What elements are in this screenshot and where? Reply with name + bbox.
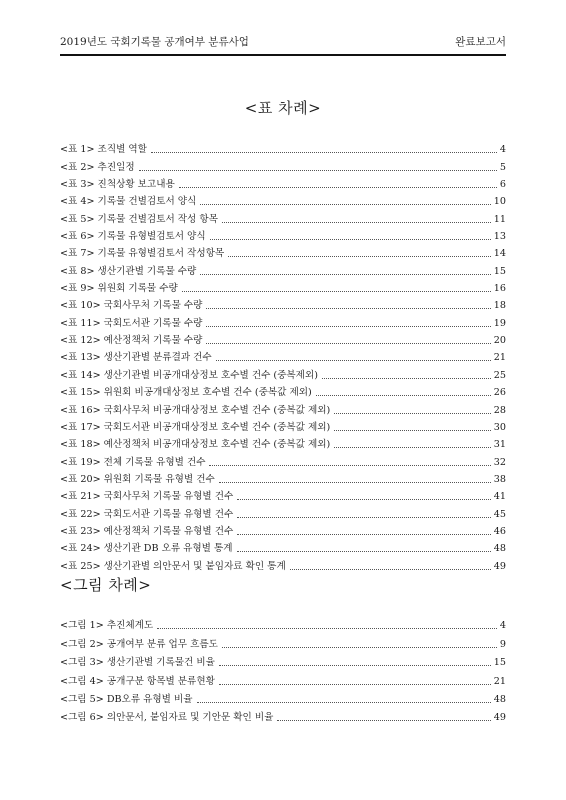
entry-page: 18 (493, 300, 506, 312)
table-list-entry[interactable] (60, 417, 506, 434)
leader-dots (222, 222, 491, 223)
entry-label: <표 22> 국회도서관 기록물 유형별 건수 (60, 508, 234, 520)
table-list-entry[interactable] (60, 399, 506, 416)
figure-list-entry[interactable] (60, 688, 506, 706)
leader-dots (334, 430, 491, 431)
header-divider (60, 54, 506, 56)
entry-page: 21 (493, 675, 506, 687)
table-list-entry[interactable] (60, 174, 506, 191)
figure-list (60, 614, 506, 724)
leader-dots (237, 499, 491, 500)
entry-page: 26 (493, 387, 506, 399)
entry-page: 32 (493, 456, 506, 468)
table-list-entry[interactable] (60, 156, 506, 173)
entry-label: <그림 6> 의안문서, 붙임자료 및 기안문 확인 비율 (60, 712, 274, 724)
entry-label: <그림 5> DB오류 유형별 비율 (60, 693, 193, 705)
entry-page: 11 (493, 213, 506, 225)
entry-page: 21 (493, 352, 506, 364)
entry-page: 48 (493, 543, 506, 555)
entry-label: <표 10> 국회사무처 기록물 수량 (60, 300, 203, 312)
entry-page: 49 (493, 712, 506, 724)
entry-page: 14 (493, 248, 506, 260)
leader-dots (237, 534, 491, 535)
entry-page: 25 (493, 369, 506, 381)
table-list-entry[interactable] (60, 191, 506, 208)
table-list-entry[interactable] (60, 382, 506, 399)
entry-label: <표 14> 생산기관별 비공개대상정보 호수별 건수 (중복제외) (60, 369, 318, 381)
entry-label: <표 3> 진척상황 보고내용 (60, 179, 175, 191)
entry-label: <표 9> 위원회 기록물 수량 (60, 283, 178, 295)
leader-dots (206, 308, 490, 309)
entry-page: 28 (493, 404, 506, 416)
table-list-entry[interactable] (60, 469, 506, 486)
entry-page: 9 (499, 638, 506, 650)
entry-label: <표 2> 추진일정 (60, 161, 135, 173)
entry-label: <표 6> 기록물 유형별검토서 양식 (60, 231, 206, 243)
leader-dots (334, 447, 491, 448)
table-list-entry[interactable] (60, 312, 506, 329)
leader-dots (219, 665, 491, 666)
figure-list-entry[interactable] (60, 614, 506, 632)
entry-label: <표 7> 기록물 유형별검토서 작성항목 (60, 248, 225, 260)
leader-dots (322, 378, 491, 379)
table-list-entry[interactable] (60, 295, 506, 312)
leader-dots (237, 551, 491, 552)
leader-dots (206, 326, 490, 327)
leader-dots (157, 628, 497, 629)
entry-page: 30 (493, 421, 506, 433)
entry-page: 15 (493, 265, 506, 277)
table-list-entry[interactable] (60, 486, 506, 503)
entry-label: <표 17> 국회도서관 비공개대상정보 호수별 건수 (중복값 제외) (60, 421, 331, 433)
leader-dots (210, 239, 491, 240)
table-list-entry[interactable] (60, 347, 506, 364)
entry-label: <그림 1> 추진체계도 (60, 620, 154, 632)
leader-dots (222, 647, 497, 648)
entry-page: 19 (493, 317, 506, 329)
table-list-entry[interactable] (60, 243, 506, 260)
header-report-type: 완료보고서 (455, 36, 506, 48)
leader-dots (209, 465, 490, 466)
entry-page: 48 (493, 693, 506, 705)
leader-dots (216, 360, 491, 361)
table-list-entry[interactable] (60, 208, 506, 225)
table-list (60, 139, 506, 573)
entry-label: <표 8> 생산기관별 기록물 수량 (60, 265, 197, 277)
leader-dots (290, 569, 491, 570)
table-list-entry[interactable] (60, 538, 506, 555)
table-list-entry[interactable] (60, 503, 506, 520)
entry-label: <표 15> 위원회 비공개대상정보 호수별 건수 (중복값 제외) (60, 387, 312, 399)
leader-dots (316, 395, 491, 396)
entry-page: 46 (493, 525, 506, 537)
table-list-entry[interactable] (60, 434, 506, 451)
entry-label: <표 21> 국회사무처 기록물 유형별 건수 (60, 491, 234, 503)
entry-page: 41 (493, 491, 506, 503)
leader-dots (237, 517, 491, 518)
leader-dots (334, 413, 491, 414)
table-list-entry[interactable] (60, 451, 506, 468)
table-list-entry[interactable] (60, 521, 506, 538)
table-list-entry[interactable] (60, 330, 506, 347)
entry-page: 38 (493, 473, 506, 485)
running-header (60, 34, 506, 52)
table-list-entry[interactable] (60, 364, 506, 381)
entry-label: <표 5> 기록물 건별검토서 작성 항목 (60, 213, 218, 225)
entry-label: <표 1> 조직별 역할 (60, 144, 147, 156)
leader-dots (182, 291, 491, 292)
entry-page: 16 (493, 283, 506, 295)
entry-label: <표 13> 생산기관별 분류결과 건수 (60, 352, 212, 364)
entry-page: 6 (499, 179, 506, 191)
table-list-entry[interactable] (60, 555, 506, 572)
entry-page: 15 (493, 657, 506, 669)
entry-label: <표 19> 전체 기록물 유형별 건수 (60, 456, 206, 468)
figure-list-entry[interactable] (60, 669, 506, 687)
figure-list-title: <그림 차례> (60, 576, 152, 594)
figure-list-entry[interactable] (60, 632, 506, 650)
figure-list-entry[interactable] (60, 651, 506, 669)
entry-page: 10 (493, 196, 506, 208)
entry-label: <그림 4> 공개구분 항목별 분류현황 (60, 675, 215, 687)
entry-page: 31 (493, 439, 506, 451)
entry-page: 4 (499, 620, 506, 632)
entry-page: 13 (493, 231, 506, 243)
entry-label: <표 12> 예산정책처 기록물 수량 (60, 335, 203, 347)
entry-label: <표 23> 예산정책처 기록물 유형별 건수 (60, 525, 234, 537)
table-list-entry[interactable] (60, 260, 506, 277)
table-list-entry[interactable] (60, 226, 506, 243)
leader-dots (179, 187, 497, 188)
entry-page: 49 (493, 560, 506, 572)
entry-label: <표 25> 생산기관별 의안문서 및 붙임자료 확인 통계 (60, 560, 286, 572)
entry-label: <표 20> 위원회 기록물 유형별 건수 (60, 473, 215, 485)
leader-dots (151, 152, 497, 153)
entry-label: <그림 2> 공개여부 분류 업무 흐름도 (60, 638, 218, 650)
entry-label: <표 24> 생산기관 DB 오류 유형별 통계 (60, 543, 233, 555)
leader-dots (200, 204, 490, 205)
entry-label: <표 11> 국회도서관 기록물 수량 (60, 317, 203, 329)
entry-label: <그림 3> 생산기관별 기록물건 비율 (60, 657, 215, 669)
table-list-title: <표 차례> (244, 99, 322, 117)
leader-dots (197, 702, 491, 703)
leader-dots (200, 274, 490, 275)
leader-dots (219, 482, 491, 483)
leader-dots (277, 720, 490, 721)
entry-label: <표 4> 기록물 건별검토서 양식 (60, 196, 197, 208)
entry-label: <표 18> 예산정책처 비공개대상정보 호수별 건수 (중복값 제외) (60, 439, 331, 451)
table-list-entry[interactable] (60, 139, 506, 156)
leader-dots (219, 684, 491, 685)
leader-dots (228, 256, 491, 257)
entry-page: 20 (493, 335, 506, 347)
leader-dots (206, 343, 490, 344)
entry-page: 4 (499, 144, 506, 156)
header-report-title: 2019년도 국회기록물 공개여부 분류사업 (60, 36, 249, 48)
figure-list-entry[interactable] (60, 706, 506, 724)
entry-page: 5 (499, 161, 506, 173)
leader-dots (139, 170, 497, 171)
entry-page: 45 (493, 508, 506, 520)
table-list-entry[interactable] (60, 278, 506, 295)
entry-label: <표 16> 국회사무처 비공개대상정보 호수별 건수 (중복값 제외) (60, 404, 331, 416)
